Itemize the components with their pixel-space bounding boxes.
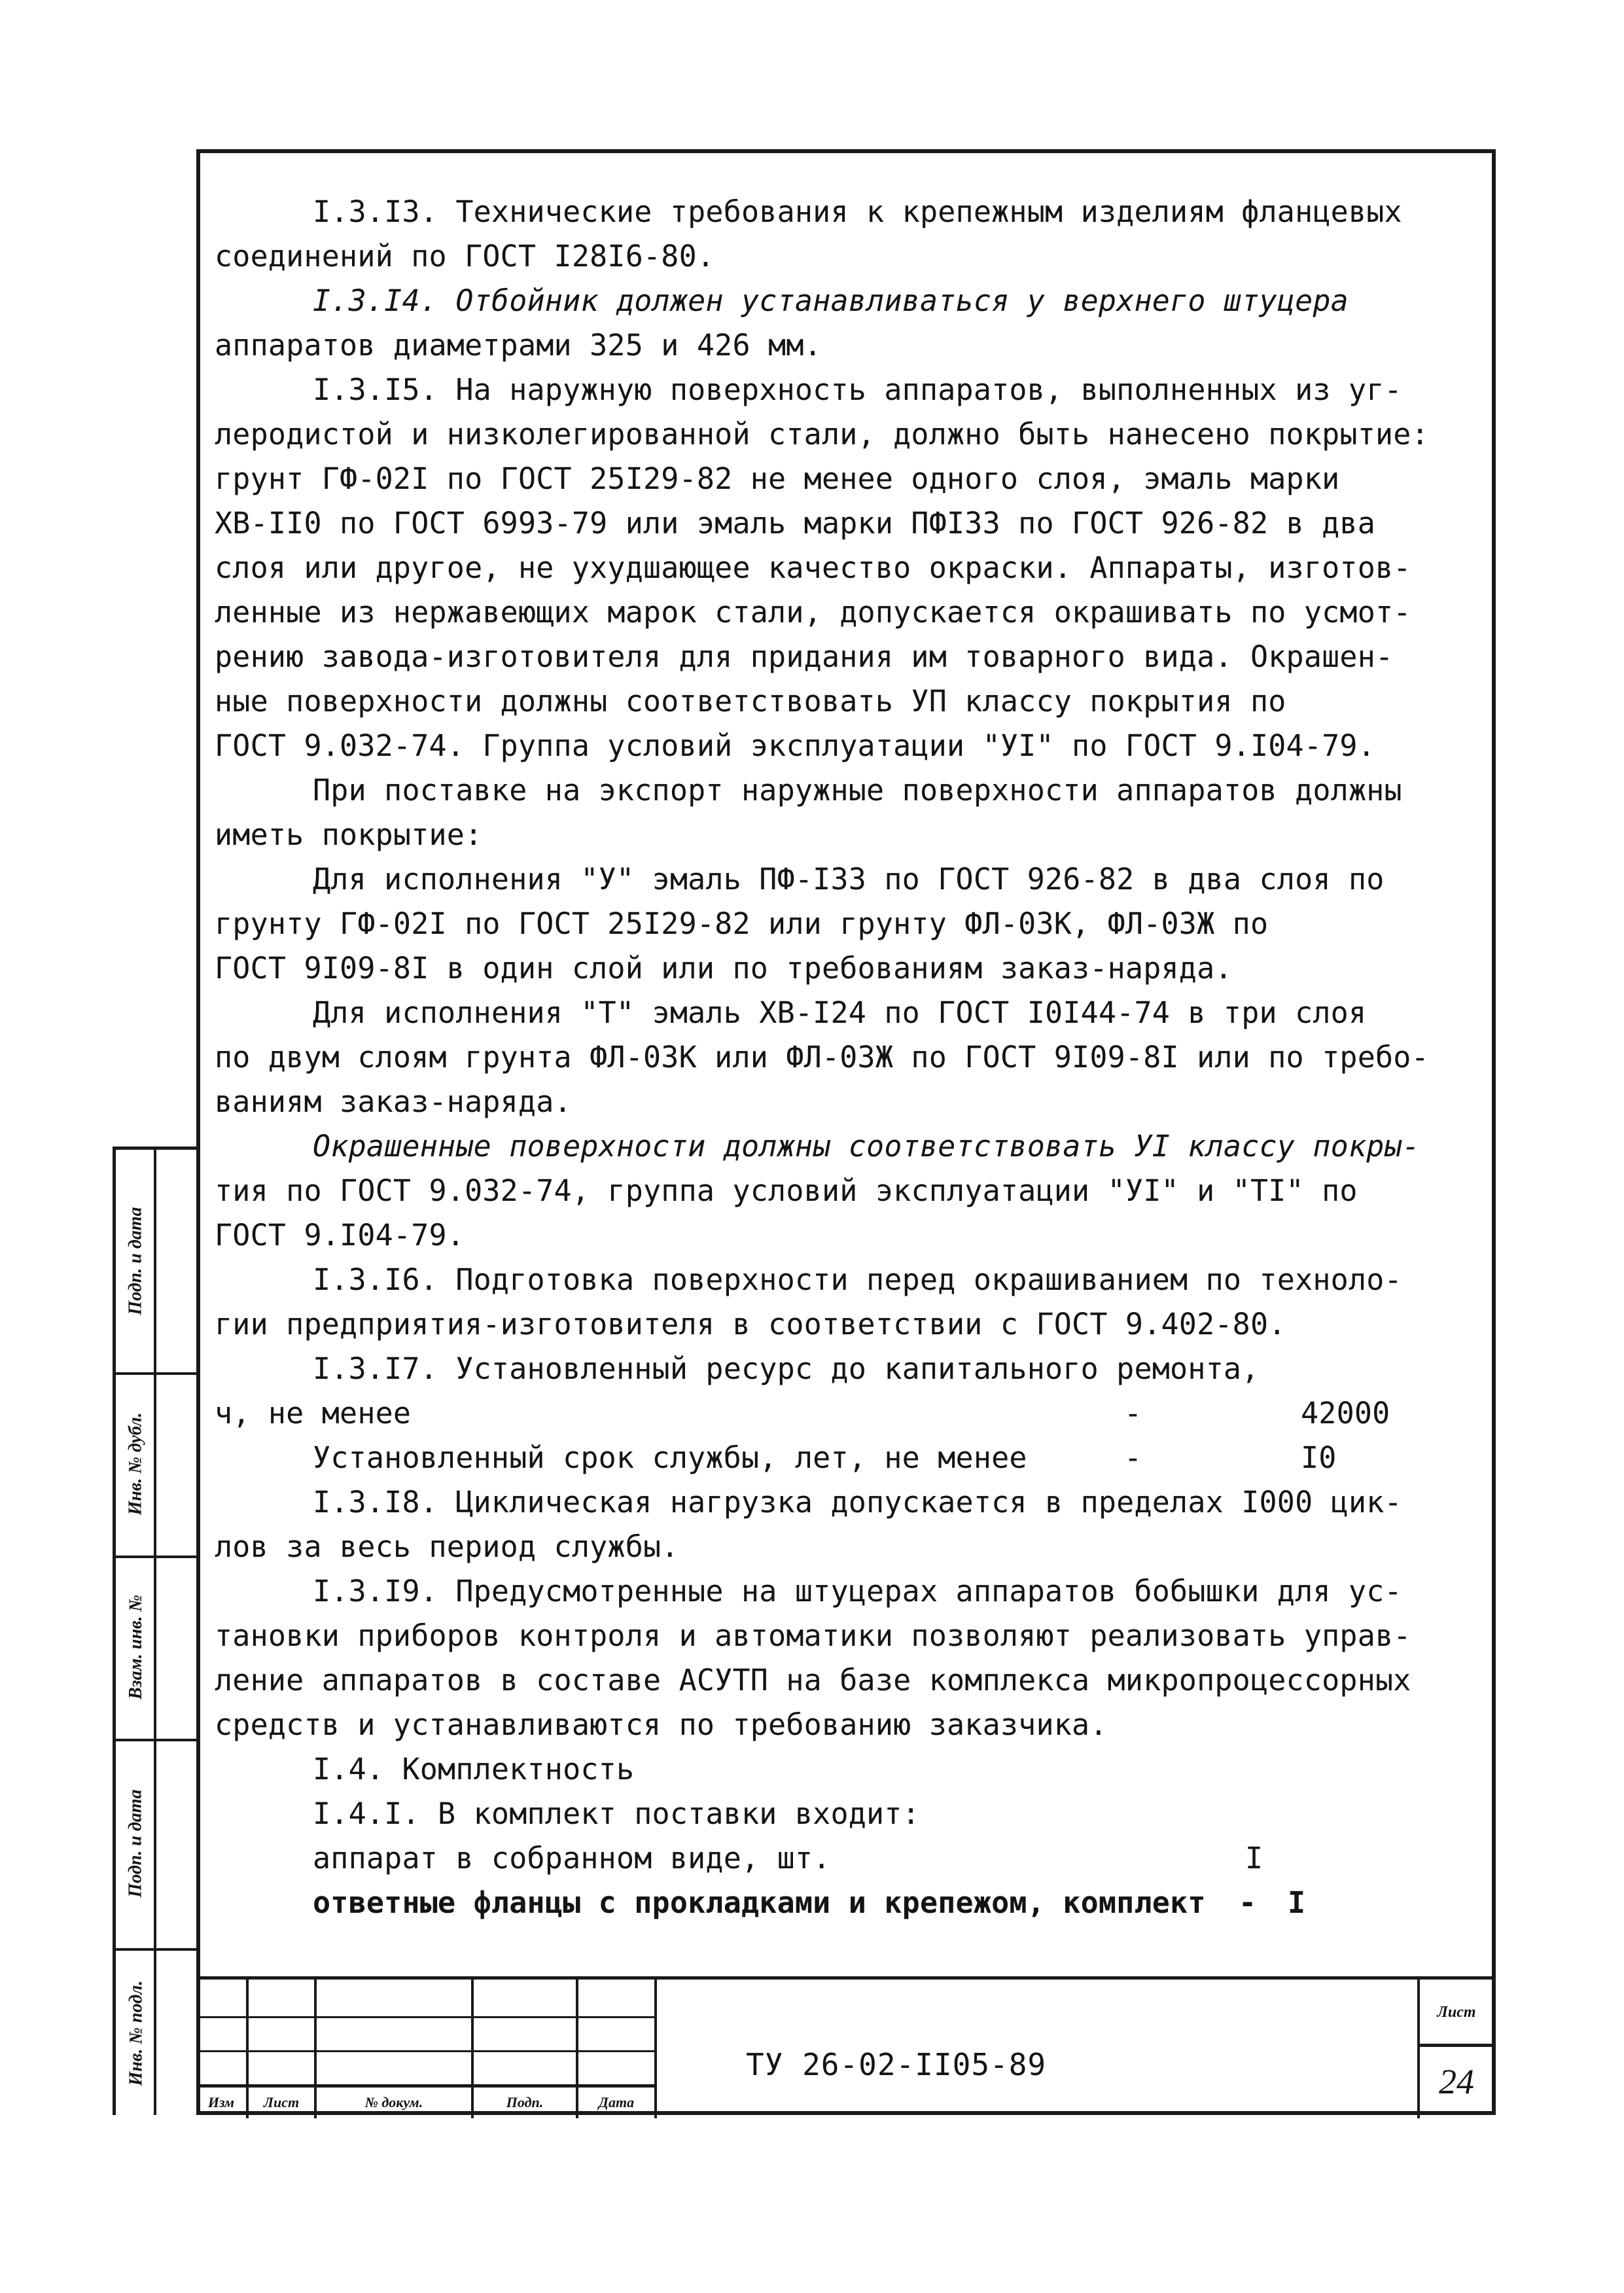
text-line: I.4.I. В комплект поставки входит: (313, 1796, 920, 1831)
text-line: ХВ-II0 по ГОСТ 6993-79 или эмаль марки ПФI33 по ГОСТ 926-82 в два (215, 506, 1375, 541)
text-line: ваниям заказ-наряда. (215, 1084, 572, 1119)
text-line: I.3.I7. Установленный ресурс до капитального ремонта, (313, 1351, 1260, 1386)
text-line: аппаратов диаметрами 325 и 426 мм. (215, 328, 822, 363)
list-item-qty: I (1245, 1841, 1263, 1875)
document-number: ТУ 26-02-II05-89 (746, 2047, 1047, 2082)
dash: - (1124, 1440, 1142, 1475)
text-line: I.3.I9. Предусмотренные на штуцерах аппаратов бобышки для ус- (313, 1574, 1402, 1609)
side-stamp (113, 1146, 196, 2115)
side-label: Подп. и дата (126, 1789, 146, 1898)
text-line: слоя или другое, не ухудшающее качество окраски. Аппараты, изготов- (215, 550, 1411, 585)
text-line: лов за весь период службы. (215, 1529, 679, 1564)
divider (196, 2050, 654, 2052)
text-line: грунту ГФ-02I по ГОСТ 25I29-82 или грунту ФЛ-03К, ФЛ-03Ж по (215, 906, 1269, 941)
column-caption: Лист (263, 2094, 300, 2110)
text-line: тия по ГОСТ 9.032-74, группа условий эксплуатации "УI" и "ТI" по (215, 1173, 1358, 1208)
text-line: Для исполнения "У" эмаль ПФ-I33 по ГОСТ 926-82 в два слоя по (313, 862, 1385, 897)
sheet-number: 24 (1439, 2062, 1474, 2101)
column-caption: Подп. (506, 2094, 544, 2110)
title-block (196, 1976, 1496, 2118)
section-heading: I.4. Комплектность (313, 1752, 635, 1786)
text-line: тановки приборов контроля и автоматики позволяют реализовать управ- (215, 1618, 1411, 1653)
value-service-life: I0 (1301, 1440, 1337, 1475)
divider (654, 1980, 657, 2118)
text-line: грунт ГФ-02I по ГОСТ 25I29-82 не менее одного слоя, эмаль марки (215, 461, 1340, 496)
text-line: ленные из нержавеющих марок стали, допускается окрашивать по усмот- (215, 595, 1411, 630)
side-label: Инв. № дубл. (126, 1412, 146, 1516)
text-line: иметь покрытие: (215, 817, 483, 852)
side-label: Взам. инв. № (126, 1594, 146, 1700)
text-line: гии предприятия-изготовителя в соответствии с ГОСТ 9.402-80. (215, 1307, 1286, 1342)
dash: - (1124, 1396, 1142, 1431)
text-line: Для исполнения "Т" эмаль ХВ-I24 по ГОСТ I0I44-74 в три слоя (313, 995, 1367, 1030)
value-resource: 42000 (1301, 1396, 1390, 1431)
text-line: ГОСТ 9.I04-79. (215, 1218, 465, 1253)
column-caption: № докум. (364, 2094, 423, 2110)
text-line: леродистой и низколегированной стали, должно быть нанесено покрытие: (215, 417, 1429, 452)
text-line: по двум слоям грунта ФЛ-03К или ФЛ-03Ж по ГОСТ 9I09-8I или по требо- (215, 1040, 1429, 1075)
sheet-label: Лист (1437, 2003, 1476, 2021)
text-line: рению завода-изготовителя для придания им товарного вида. Окрашен- (215, 639, 1394, 674)
list-item (215, 1881, 1477, 1925)
text-line-label: Установленный срок службы, лет, не менее (313, 1440, 1027, 1475)
text-line: Окрашенные поверхности должны соответствовать УI классу покры- (313, 1129, 1421, 1164)
divider (1417, 1980, 1420, 2118)
column-caption: Изм (207, 2094, 235, 2110)
text-line: ные поверхности должны соответствовать УП классу покрытия по (215, 684, 1286, 719)
text-line: соединений по ГОСТ I28I6-80. (215, 239, 715, 274)
side-label: Инв. № подл. (126, 1980, 147, 2086)
text-line: I.3.I6. Подготовка поверхности перед окрашиванием по техноло- (313, 1262, 1402, 1297)
divider (196, 2084, 654, 2088)
text-line-label: ч, не менее (215, 1396, 412, 1431)
list-item-qty: I (1288, 1885, 1306, 1920)
list-item (215, 1836, 1477, 1881)
document-body (215, 190, 1477, 1925)
text-line (215, 1436, 1477, 1480)
divider (196, 2016, 654, 2018)
text-line: ГОСТ 9.032-74. Группа условий эксплуатации "УI" по ГОСТ 9.I04-79. (215, 728, 1375, 763)
text-line: При поставке на экспорт наружные поверхности аппаратов должны (313, 773, 1402, 808)
text-line: I.3.I3. Технические требования к крепежным изделиям фланцевых (313, 194, 1402, 229)
text-line: ление аппаратов в составе АСУТП на базе комплекса микропроцессорных (215, 1663, 1411, 1698)
text-line (215, 1391, 1477, 1436)
side-label: Подп. и дата (126, 1207, 146, 1315)
column-caption: Дата (598, 2094, 635, 2110)
list-item-label: ответные фланцы с прокладками и крепежом, комплект (313, 1885, 1206, 1920)
text-line: I.3.I8. Циклическая нагрузка допускается в пределах I000 цик- (313, 1485, 1402, 1520)
text-line: ГОСТ 9I09-8I в один слой или по требованиям заказ-наряда. (215, 951, 1233, 986)
list-item-label: аппарат в собранном виде, шт. (313, 1841, 831, 1875)
text-line: I.3.I5. На наружную поверхность аппаратов, выполненных из уг- (313, 372, 1402, 407)
dash: - (1239, 1885, 1257, 1920)
divider (1417, 2044, 1496, 2047)
text-line: I.3.I4. Отбойник должен устанавливаться у верхнего штуцера (313, 283, 1349, 318)
divider (154, 1150, 156, 2115)
text-line: средств и устанавливаются по требованию заказчика. (215, 1707, 1108, 1742)
